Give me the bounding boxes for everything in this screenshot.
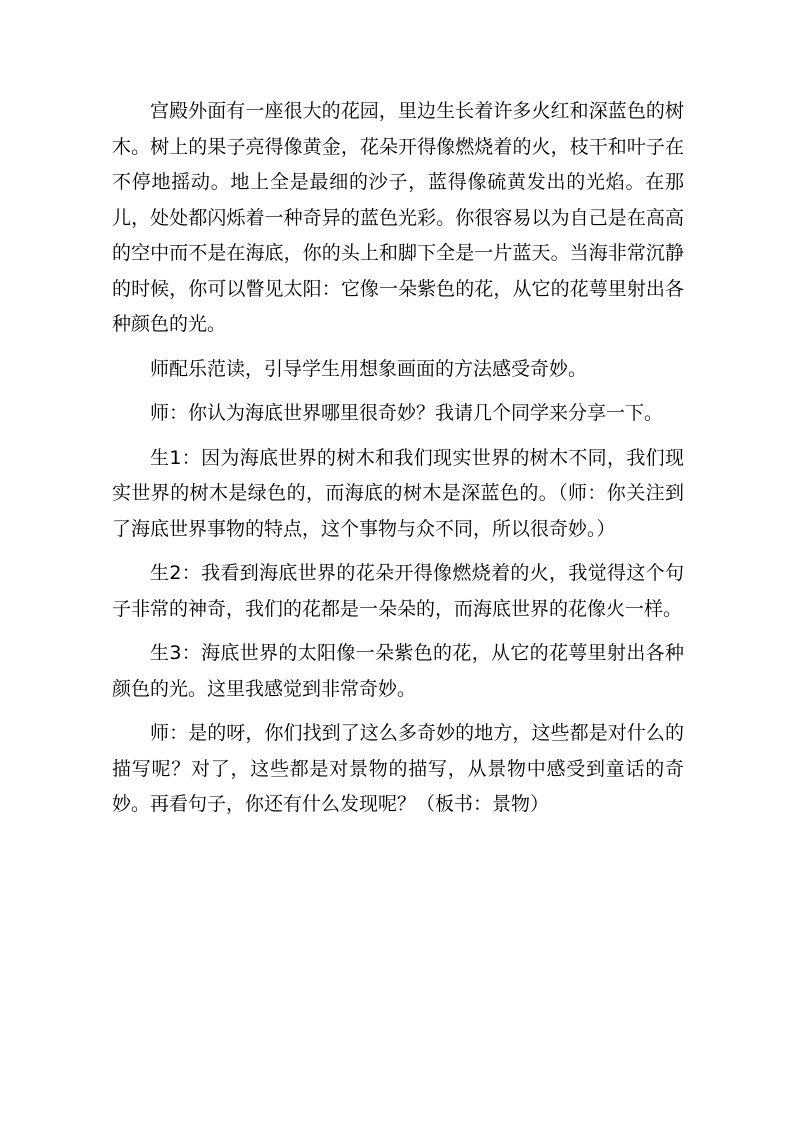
paragraph-student-1: 生1：因为海底世界的树木和我们现实世界的树木不同，我们现实世界的树木是绿色的，而海底的树木是深蓝色的。（师：你关注到了海底世界事物的特点，这个事物与众不同，所以很奇妙。） bbox=[112, 446, 684, 540]
paragraph-teacher-reading: 师配乐范读，引导学生用想象画面的方法感受奇妙。 bbox=[150, 357, 588, 380]
document-body bbox=[112, 94, 684, 832]
paragraph-teacher-question: 师：你认为海底世界哪里很奇妙？我请几个同学来分享一下。 bbox=[150, 402, 664, 424]
paragraph-teacher-summary: 师：是的呀，你们找到了这么多奇妙的地方，这些都是对什么的描写呢？对了，这些都是对景物的描写，从景物中感受到童话的奇妙。再看句子，你还有什么发现呢？（板书：景物） bbox=[112, 722, 684, 815]
paragraph-student-2: 生2：我看到海底世界的花朵开得像燃烧着的火，我觉得这个句子非常的神奇，我们的花都是一朵朵的，而海底世界的花像火一样。 bbox=[112, 562, 684, 620]
paragraph-passage: 宫殿外面有一座很大的花园，里边生长着许多火红和深蓝色的树木。树上的果子亮得像黄金，花朵开得像燃烧着的火，枝干和叶子在不停地摇动。地上全是最细的沙子，蓝得像硫黄发出的光焰。在那儿，处处都闪烁着一种奇异的蓝色光彩。你很容易以为自己是在高高的空中而不是在海底，你的头上和脚下全是一片蓝天。当海非常沉静的时候，你可以瞥见太阳：它像一朵紫色的花，从它的花萼里射出各种颜色的光。 bbox=[112, 100, 684, 335]
paragraph-student-3: 生3：海底世界的太阳像一朵紫色的花，从它的花萼里射出各种颜色的光。这里我感觉到非常奇妙。 bbox=[112, 642, 684, 700]
